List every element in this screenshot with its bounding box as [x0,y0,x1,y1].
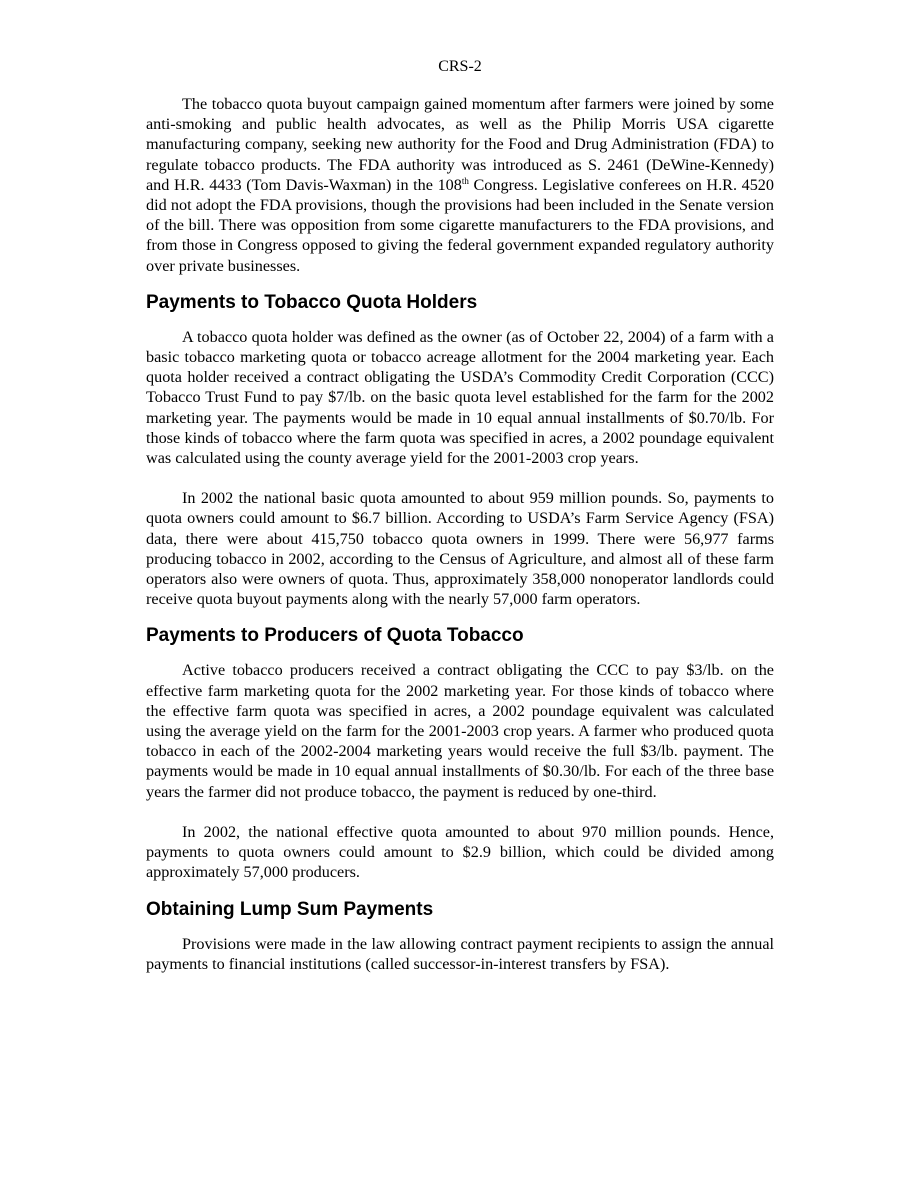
paragraph-text: Congress. Legislative conferees on H.R. 4520 did not adopt the FDA provisions, though the provisions had been included in the Senate version of the bill. There was opposition from some cigarette manufacturers to the FDA provisions, and from those in Congress opposed to giving the federal government expanded regulatory authority over private businesses. [146,175,774,275]
paragraph-fda-authority [146,94,774,276]
paragraph-national-effective-quota: In 2002, the national effective quota amounted to about 970 million pounds. Hence, payments to quota owners could amount to $2.9 billion, which could be divided among approximately 57,000 producers. [146,822,774,882]
page-number-header: CRS-2 [438,58,482,75]
paragraph-quota-holder-definition: A tobacco quota holder was defined as the owner (as of October 22, 2004) of a farm with a basic tobacco marketing quota or tobacco acreage allotment for the 2004 marketing year. Each quota holder received a contract obligating the USDA’s Commodity Credit Corporation (CCC) Tobacco Trust Fund to pay $7/lb. on the basic quota level established for the farm for the 2002 marketing year. The payments would be made in 10 equal annual installments of $0.70/lb. For those kinds of tobacco where the farm quota was specified in acres, a 2002 poundage equivalent was calculated using the county average yield for the 2001-2003 crop years. [146,327,774,468]
superscript-ordinal: th [461,175,469,186]
section-heading-producers: Payments to Producers of Quota Tobacco [146,625,524,647]
section-heading-quota-holders: Payments to Tobacco Quota Holders [146,291,478,313]
section-heading-lump-sum: Obtaining Lump Sum Payments [146,898,434,920]
paragraph-text: The tobacco quota buyout campaign gained momentum after farmers were joined by some anti-smoking and public health advocates, as well as the Philip Morris USA cigarette manufacturing company, seeking new authority for the Food and Drug Administration (FDA) to regulate tobacco products. The FDA authority was introduced as S. 2461 (DeWine-Kennedy) and H.R. 4433 (Tom Davis-Waxman) in the 108 [146,95,774,194]
paragraph-lump-sum-provisions: Provisions were made in the law allowing contract payment recipients to assign the annual payments to financial institutions (called successor-in-interest transfers by FSA). [146,934,774,973]
paragraph-producer-contract: Active tobacco producers received a contract obligating the CCC to pay $3/lb. on the effective farm marketing quota for the 2002 marketing year. For those kinds of tobacco where the effective farm quota was specified in acres, a 2002 poundage equivalent was calculated using the average yield on the farm for the 2001-2003 crop years. A farmer who produced quota tobacco in each of the 2002-2004 marketing years would receive the full $3/lb. payment. The payments would be made in 10 equal annual installments of $0.30/lb. For each of the three base years the farmer did not produce tobacco, the payment is reduced by one-third. [146,661,774,801]
paragraph-national-basic-quota: In 2002 the national basic quota amounted to about 959 million pounds. So, payments to quota owners could amount to $6.7 billion. According to USDA’s Farm Service Agency (FSA) data, there were about 415,750 tobacco quota owners in 1999. There were 56,977 farms producing tobacco in 2002, according to the Census of Agriculture, and almost all of these farm operators also were owners of quota. Thus, approximately 358,000 nonoperator landlords could receive quota buyout payments along with the nearly 57,000 farm operators. [146,489,774,609]
document-body [146,94,774,974]
